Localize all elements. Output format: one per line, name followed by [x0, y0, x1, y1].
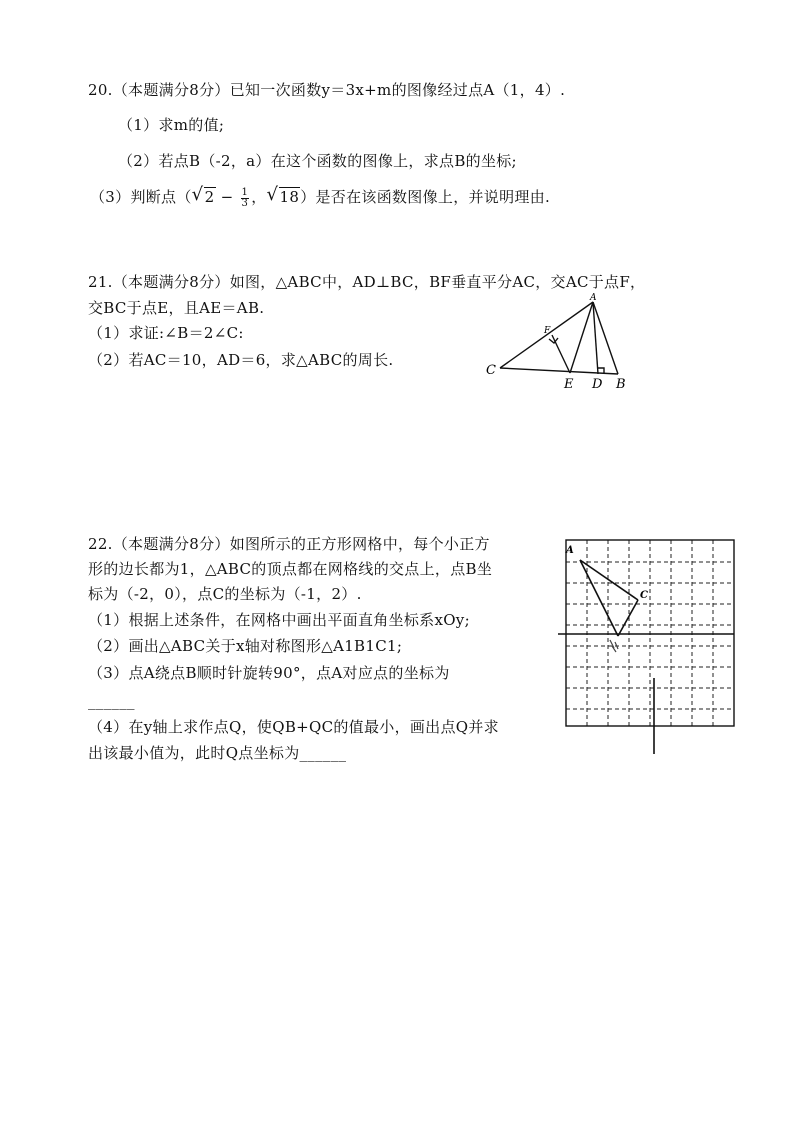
- fraction-numerator: 1: [241, 186, 249, 198]
- q20-part3: [90, 184, 551, 209]
- sqrt-18-radicand: 18: [279, 188, 300, 206]
- label-D: D: [592, 377, 603, 392]
- q21-part2: （2）若AC＝10，AD＝6，求△ABC的周长.: [88, 351, 394, 369]
- q20-part3-suffix: ）是否在该函数图像上，并说明理由.: [300, 188, 551, 206]
- q22-line2: 形的边长都为1，△ABC的顶点都在网格线的交点上，点B坐: [88, 560, 493, 578]
- segment-CB: [500, 368, 618, 374]
- segment-FE: [552, 335, 570, 373]
- q20-part3-prefix: （3）判断点（: [90, 188, 192, 206]
- minus-sign: −: [215, 188, 239, 206]
- label-A: A: [590, 293, 597, 303]
- fraction-denominator: 3: [241, 197, 249, 209]
- q22-part2: （2）画出△ABC关于x轴对称图形△A1B1C1;: [88, 637, 403, 655]
- triangle-figure: [478, 290, 638, 395]
- q20-title: 20.（本题满分8分）已知一次函数y＝3x+m的图像经过点A（1，4）.: [88, 81, 566, 99]
- label-B: B: [616, 377, 626, 392]
- q22-line1: 22.（本题满分8分）如图所示的正方形网格中，每个小正方: [88, 535, 490, 553]
- q22-part3-blank: ______: [88, 692, 135, 710]
- q20-part1: （1）求m的值;: [118, 116, 225, 134]
- label-A: A: [566, 545, 574, 556]
- q22-part1: （1）根据上述条件，在网格中画出平面直角坐标系xOy;: [88, 611, 470, 629]
- comma: ，: [251, 188, 267, 206]
- q22-part4-line1: （4）在y轴上求作点Q，使QB+QC的值最小，画出点Q并求: [88, 718, 499, 736]
- sqrt-2-radicand: 2: [204, 188, 215, 206]
- q22-part4-line2: 出该最小值为，此时Q点坐标为______: [88, 744, 347, 762]
- segment-AE: [570, 302, 593, 373]
- sqrt-2: √ 2: [191, 184, 215, 206]
- q21-part1: （1）求证:∠B＝2∠C:: [88, 324, 244, 342]
- label-F: F: [544, 326, 551, 336]
- label-C: C: [486, 363, 496, 378]
- label-C: C: [640, 590, 648, 601]
- sqrt-18: √ 18: [266, 184, 300, 206]
- q22-line3: 标为（-2，0），点C的坐标为（-1，2）.: [88, 585, 362, 603]
- q21-line2: 交BC于点E，且AE＝AB.: [88, 299, 265, 317]
- label-E: E: [564, 377, 574, 392]
- fraction-one-third: [241, 188, 250, 209]
- q20-part2: （2）若点B（-2，a）在这个函数的图像上，求点B的坐标;: [118, 152, 517, 170]
- grid-figure: [558, 528, 742, 756]
- q21-line1: 21.（本题满分8分）如图，△ABC中，AD⊥BC，BF垂直平分AC，交AC于点F，: [88, 273, 646, 291]
- q22-part3: （3）点A绕点B顺时针旋转90°，点A对应点的坐标为: [88, 664, 450, 682]
